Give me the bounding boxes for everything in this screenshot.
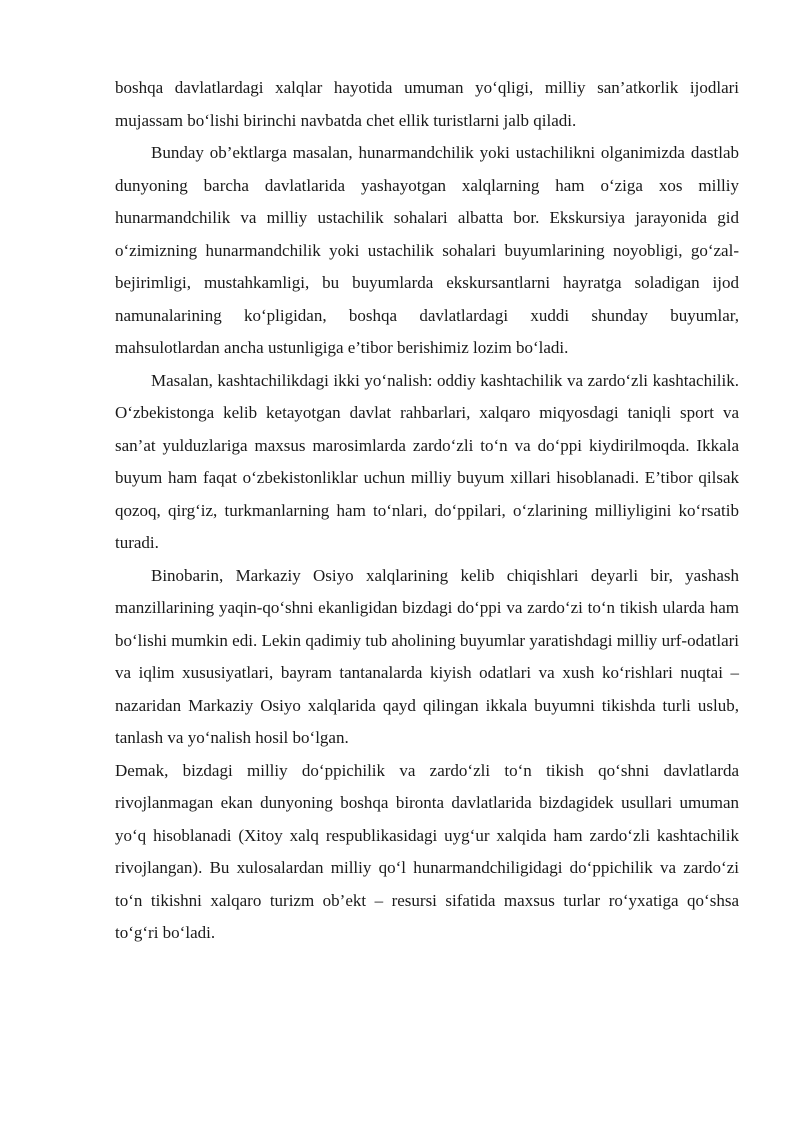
paragraph-embroidery: Masalan, kashtachilikdagi ikki yo‘nalish: oddiy kashtachilik va zardo‘zli kashtachilik. O‘zbekistonga kelib ketayotgan davlat rahbarlari, xalqaro miqyosdagi taniqli sport va san’at yulduzlariga maxsus marosimlarda zardo‘zli to‘n va do‘ppi kiydirilmoqda. Ikkala buyum ham faqat o‘zbekistonliklar uchun milliy buyum xillari hisoblanadi. E’tibor qilsak qozoq, qirg‘iz, turkmanlarning ham to‘nlari, do‘ppilari, o‘zlarining milliyligini ko‘rsatib turadi. — [115, 370, 739, 552]
paragraph-handicraft-objects: Bunday ob’ektlarga masalan, hunarmandchilik yoki ustachilikni olganimizda dastlab dunyoning barcha davlatlarida yashayotgan xalqlarning ham o‘ziga xos milliy hunarmandchilik va milliy ustachilik sohalari albatta bor. Ekskursiya jarayonida gid o‘zimizning hunarmandchilik yoki ustachilik sohalari buyumlarining noyobligi, go‘zal-bejirimligi, mustahkamligi, bu buyumlarda ekskursantlarni hayratga soladigan ijod namunalarining ko‘pligidan, boshqa davlatlardagi xuddi shunday buyumlar, mahsulotlardan ancha ustunligiga e’tibor berishimiz lozim bo‘ladi. — [115, 143, 739, 357]
paragraph-conclusion: Demak, bizdagi milliy do‘ppichilik va zardo‘zli to‘n tikish qo‘shni davlatlarda rivojlanmagan ekan dunyoning boshqa bironta davlatlarida bizdagidek usullari umuman yo‘q hisoblanadi (Xitoy xalq respublikasidagi uyg‘ur xalqida ham zardo‘zli kashtachilik rivojlangan). Bu xulosalardan milliy qo‘l hunarmandchiligidagi do‘ppichilik va zardo‘zi to‘n tikishni xalqaro turizm ob’ekt – resursi sifatida maxsus turlar ro‘yxatiga qo‘shsa to‘g‘ri bo‘ladi. — [115, 760, 739, 942]
document-body — [115, 72, 739, 950]
paragraph-central-asia: Binobarin, Markaziy Osiyo xalqlarining kelib chiqishlari deyarli bir, yashash manzillarining yaqin-qo‘shni ekanligidan bizdagi do‘ppi va zardo‘zi to‘n tikish ularda ham bo‘lishi mumkin edi. Lekin qadimiy tub aholining buyumlar yaratishdagi milliy urf-odatlari va iqlim xususiyatlari, bayram tantanalarda kiyish odatlari va xush ko‘rishlari nuqtai – nazaridan Markaziy Osiyo xalqlarida qayd qilingan ikkala buyumni tikishda turli uslub, tanlash va yo‘nalish hosil bo‘lgan. — [115, 565, 739, 747]
paragraph-continuation: boshqa davlatlardagi xalqlar hayotida umuman yo‘qligi, milliy san’atkorlik ijodlari mujassam bo‘lishi birinchi navbatda chet ellik turistlarni jalb qiladi. — [115, 78, 739, 130]
